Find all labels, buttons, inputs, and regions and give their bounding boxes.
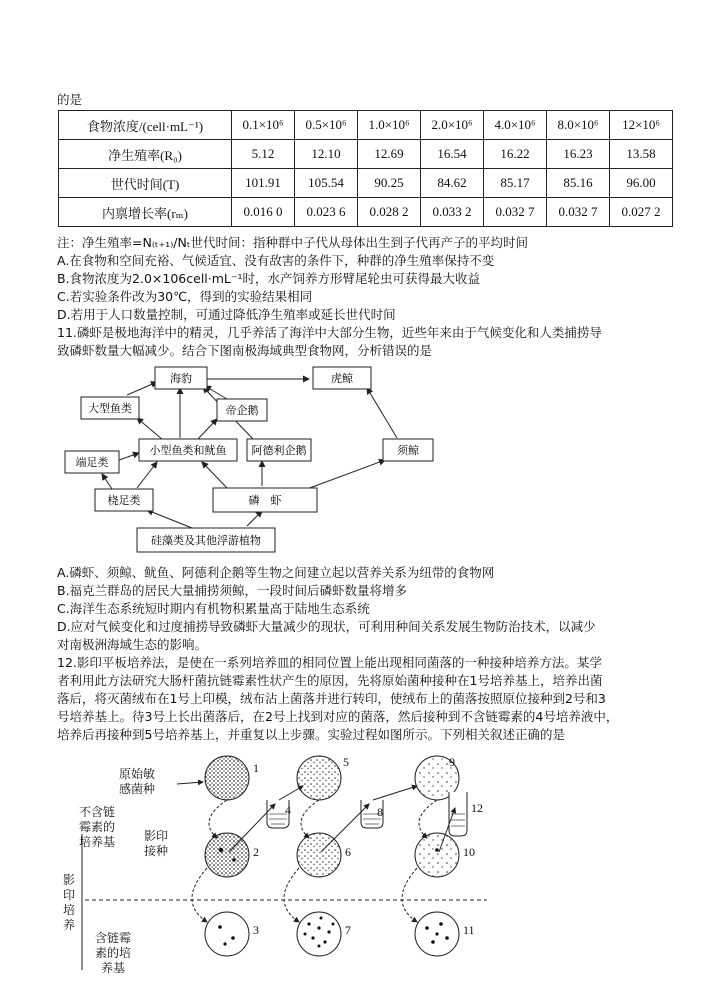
table-cell: 0.032 7 — [547, 198, 610, 227]
plate-3 — [205, 912, 249, 956]
table-cell: 85.16 — [547, 169, 610, 198]
table-cell: 16.54 — [421, 140, 484, 169]
table-header-cell: 8.0×10⁶ — [547, 111, 610, 140]
svg-text:端足类: 端足类 — [75, 456, 109, 469]
svg-text:大型鱼类: 大型鱼类 — [88, 402, 132, 415]
plate-number: 6 — [345, 845, 351, 859]
intro-text: 的是 — [57, 92, 83, 107]
table-cell: 0.032 7 — [484, 198, 547, 227]
replica-plating-diagram — [57, 752, 497, 982]
arrow — [284, 868, 299, 922]
node-baleen-whale — [383, 439, 433, 461]
svg-text:海豹: 海豹 — [170, 372, 192, 385]
plate-10 — [415, 833, 459, 877]
q12-stem-line: 12.影印平板培养法，是使在一系列培养皿的相同位置上能出现相同菌落的一种接种培养方法。某学 — [57, 655, 602, 670]
table-row — [59, 198, 673, 227]
arrow — [279, 786, 303, 800]
node-krill — [213, 488, 317, 512]
label-replica-culture-1: 影 — [62, 873, 76, 887]
label-no-strep-3: 培养基 — [78, 835, 116, 849]
label-strep-2: 素的培 — [94, 946, 132, 960]
arrow — [373, 786, 417, 800]
svg-text:阿德利企鹅: 阿德利企鹅 — [251, 444, 307, 457]
plate-6 — [297, 833, 341, 877]
svg-text:帝企鹅: 帝企鹅 — [225, 404, 259, 417]
table-cell: 0.023 6 — [295, 198, 358, 227]
table-header-label: 食物浓度/(cell·mL⁻¹) — [59, 111, 232, 140]
plate-number: 10 — [463, 845, 475, 859]
table-cell: 5.12 — [232, 140, 295, 169]
label-no-strep-1: 不含链 — [78, 805, 116, 819]
label-replica-culture-3: 培 — [62, 903, 76, 917]
label-strep-1: 含链霉 — [94, 931, 132, 945]
table-header-cell: 0.1×10⁶ — [232, 111, 295, 140]
arrow — [192, 868, 207, 922]
label-strep-3: 养基 — [100, 961, 126, 975]
node-copepod — [95, 489, 153, 511]
node-emperor-penguin — [217, 399, 267, 421]
table-cell: 0.028 2 — [358, 198, 421, 227]
table-header-cell: 1.0×10⁶ — [358, 111, 421, 140]
plate-2 — [205, 833, 249, 877]
q10-option-b: B.食物浓度为2.0×106cell·mL⁻¹时，水产饲养方形臂尾轮虫可获得最大收益 — [57, 271, 480, 286]
q11-option-b: B.福克兰群岛的居民大量捕捞须鲸，一段时间后磷虾数量将增多 — [57, 583, 408, 598]
node-diatoms — [137, 528, 275, 552]
table-cell: 96.00 — [610, 169, 673, 198]
table-header-cell: 2.0×10⁶ — [421, 111, 484, 140]
plate-number: 5 — [343, 755, 349, 769]
q12-stem-line: 落后，将灭菌绒布在1号上印模，绒布沾上菌落并进行转印，使绒布上的菌落按照原位接种到2号和3 — [57, 691, 606, 706]
table-cell: 84.62 — [421, 169, 484, 198]
label-replica-culture-2: 印 — [62, 888, 76, 902]
label-original-strain-1: 原始敏 — [118, 767, 156, 781]
node-seal — [155, 367, 207, 389]
svg-text:须鲸: 须鲸 — [397, 444, 419, 457]
plate-number: 8 — [377, 805, 383, 819]
table-cell: 16.22 — [484, 140, 547, 169]
plate-5 — [297, 756, 341, 800]
table-cell: 0.027 2 — [610, 198, 673, 227]
q12-stem-line: 号培养基上。待3号上长出菌落后，在2号上找到对应的菌落，然后接种到不含链霉素的4号培养液中， — [57, 709, 619, 724]
q11-option-a: A.磷虾、须鲸、鱿鱼、阿德利企鹅等生物之间建立起以营养关系为纽带的食物网 — [57, 565, 495, 580]
table-cell: 85.17 — [484, 169, 547, 198]
table-row — [59, 169, 673, 198]
data-table — [58, 110, 673, 227]
q10-option-d: D.若用于人口数量控制，可通过降低净生殖率或延长世代时间 — [57, 307, 396, 322]
label-no-strep-2: 霉素的 — [78, 820, 116, 834]
plate-number: 2 — [253, 845, 259, 859]
arrow — [301, 800, 319, 838]
svg-text:桡足类: 桡足类 — [107, 494, 141, 507]
label-replica-2: 接种 — [143, 844, 169, 858]
table-cell: 12.69 — [358, 140, 421, 169]
table-cell: 12.10 — [295, 140, 358, 169]
label-original-strain-2: 感菌种 — [118, 782, 156, 796]
arrow — [177, 782, 203, 784]
svg-text:小型鱼类和鱿鱼: 小型鱼类和鱿鱼 — [149, 444, 227, 457]
plate-number: 7 — [345, 923, 351, 937]
arrow — [419, 800, 437, 838]
table-cell: 105.54 — [295, 169, 358, 198]
q11-stem-line: 致磷虾数量大幅减少。结合下图南极海域典型食物网，分析错误的是 — [57, 343, 433, 358]
plate-number: 9 — [449, 755, 455, 769]
svg-text:磷 虾: 磷 虾 — [248, 494, 282, 507]
plate-number: 4 — [285, 803, 291, 817]
label-replica-1: 影印 — [143, 829, 169, 843]
node-large-fish — [81, 397, 139, 419]
arrow — [209, 800, 227, 838]
q11-option-d: D.应对气候变化和过度捕捞导致磷虾大量减少的现状，可利用种间关系发展生物防治技术，以减少 — [57, 619, 596, 634]
plate-number: 3 — [253, 923, 259, 937]
row-label: 世代时间(T) — [59, 169, 232, 198]
q12-stem-line: 培养后再接种到5号培养基上，并重复以上步骤。实验过程如图所示。下列相关叙述正确的是 — [57, 727, 565, 742]
plate-number: 12 — [471, 801, 483, 815]
q10-option-c: C.若实验条件改为30℃，得到的实验结果相同 — [57, 289, 313, 304]
plate-number: 1 — [253, 761, 259, 775]
table-cell: 0.016 0 — [232, 198, 295, 227]
plate-number: 11 — [463, 923, 475, 937]
arrow — [229, 804, 275, 852]
arrow — [402, 868, 417, 922]
table-cell: 13.58 — [610, 140, 673, 169]
q12-stem-line: 者利用此方法研究大肠杆菌抗链霉素性状产生的原因，先将原始菌种接种在1号培养基上，培养出菌 — [57, 673, 603, 688]
node-small-fish-squid — [139, 439, 237, 461]
table-cell: 16.23 — [547, 140, 610, 169]
table-header-cell: 12×10⁶ — [610, 111, 673, 140]
row-label: 内禀增长率(rₘ) — [59, 198, 232, 227]
q11-option-d-cont: 对南极洲海域生态的影响。 — [57, 637, 208, 652]
q11-stem-line: 11.磷虾是极地海洋中的精灵，几乎养活了海洋中大部分生物，近些年来由于气候变化和人类捕捞导 — [57, 325, 602, 340]
table-cell: 90.25 — [358, 169, 421, 198]
q10-option-a: A.在食物和空间充裕、气候适宜、没有敌害的条件下，种群的净生殖率保持不变 — [57, 253, 495, 268]
node-amphipod — [65, 451, 119, 473]
node-adelie-penguin — [247, 439, 311, 461]
q11-option-c: C.海洋生态系统短时期内有机物积累量高于陆地生态系统 — [57, 601, 370, 616]
table-header-cell: 4.0×10⁶ — [484, 111, 547, 140]
label-replica-culture-4: 养 — [62, 918, 76, 932]
table-header-cell: 0.5×10⁶ — [295, 111, 358, 140]
row-label: 净生殖率(R₀) — [59, 140, 232, 169]
node-killer-whale — [313, 367, 371, 389]
svg-text:虎鲸: 虎鲸 — [331, 372, 353, 385]
table-note: 注：净生殖率=N₍ₜ₊₁₎/Nₜ世代时间：指种群中子代从母体出生到子代再产子的平均时间 — [57, 235, 529, 250]
svg-text:硅藻类及其他浮游植物: 硅藻类及其他浮游植物 — [151, 534, 261, 547]
food-web-diagram — [57, 362, 437, 560]
table-cell: 101.91 — [232, 169, 295, 198]
table-header-row — [59, 111, 673, 140]
plate-1 — [205, 756, 249, 800]
table-row — [59, 140, 673, 169]
table-cell: 0.033 2 — [421, 198, 484, 227]
